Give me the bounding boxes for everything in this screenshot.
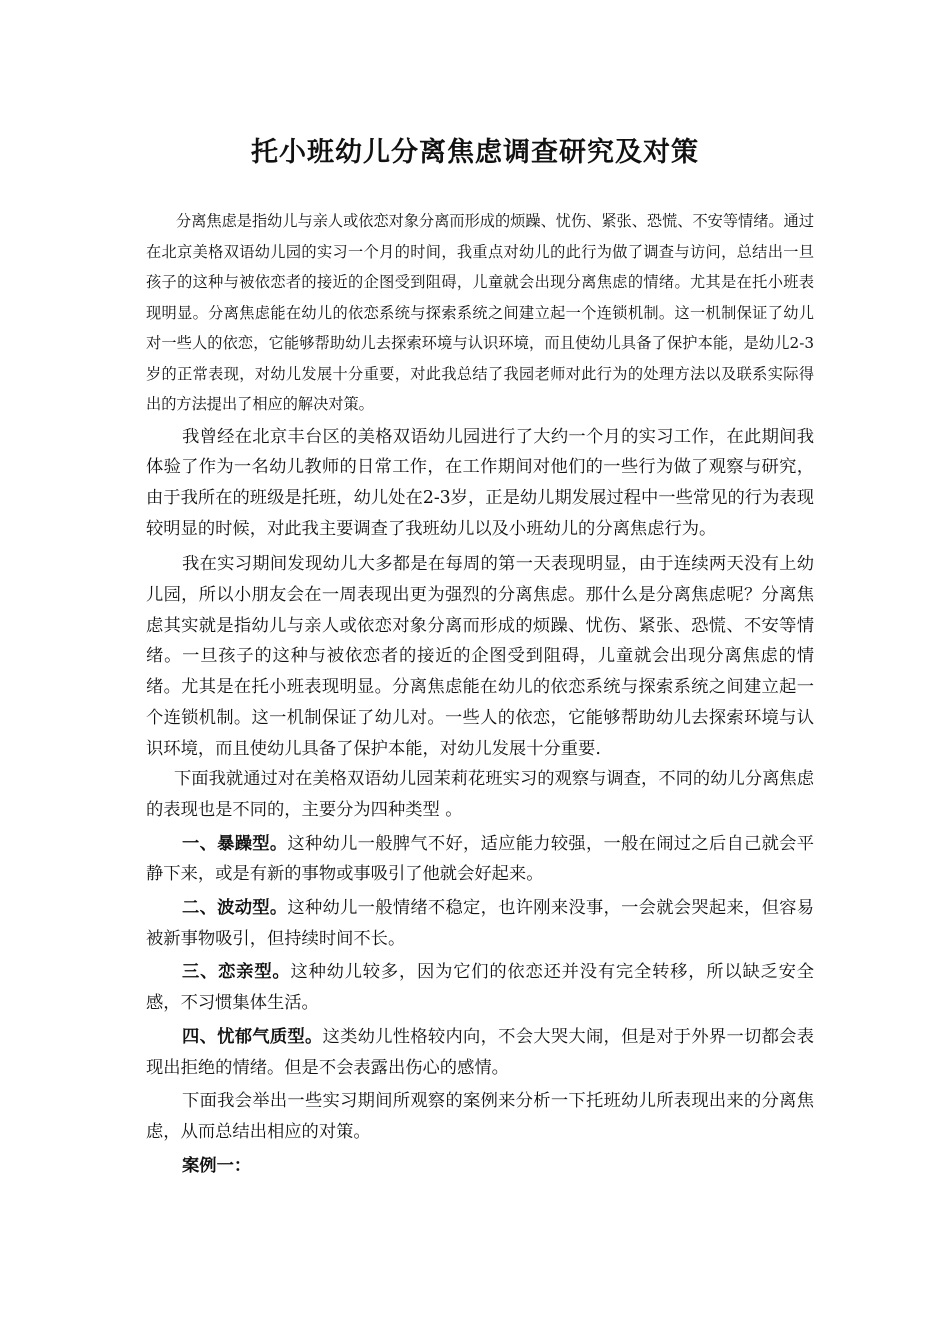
- type-item: [146, 1022, 814, 1083]
- type-item: [146, 829, 814, 890]
- case-heading-paragraph: [146, 1151, 814, 1182]
- type-text: 这种幼儿较多，因为它们的依恋还并没有完全转移，所以缺乏安全感，不习惯集体生活。: [146, 962, 814, 1014]
- type-text: 这种幼儿一般情绪不稳定，也许刚来没事，一会就会哭起来，但容易被新事物吸引，但持续时间不长。: [146, 898, 814, 949]
- type-lead: 四、忧郁气质型。: [182, 1026, 323, 1047]
- type-item: [146, 893, 814, 954]
- document-title: 托小班幼儿分离焦虑调查研究及对策: [251, 137, 699, 168]
- paragraph-types-intro: 下面我就通过对在美格双语幼儿园茉莉花班实习的观察与调查，不同的幼儿分离焦虑的表现也是不同的，主要分为四种类型 。: [146, 769, 814, 820]
- document-body: [146, 206, 814, 1181]
- type-item: [146, 957, 814, 1018]
- abstract-paragraph: 分离焦虑是指幼儿与亲人或依恋对象分离而形成的烦躁、忧伤、紧张、恐慌、不安等情绪。通过在北京美格双语幼儿园的实习一个月的时间，我重点对幼儿的此行为做了调查与访问，总结出一旦孩子的这种与被依恋者的接近的企图受到阻碍，儿童就会出现分离焦虑的情绪。尤其是在托小班表现明显。分离焦虑能在幼儿的依恋系统与探索系统之间建立起一个连锁机制。这一机制保证了幼儿对一些人的依恋，它能够帮助幼儿去探索环境与认识环境，而且使幼儿具备了保护本能，是幼儿2-3岁的正常表现，对幼儿发展十分重要，对此我总结了我园老师对此行为的处理方法以及联系实际得出的方法提出了相应的解决对策。: [146, 212, 814, 413]
- paragraph-definition: 我在实习期间发现幼儿大多都是在每周的第一天表现明显，由于连续两天没有上幼儿园，所以小朋友会在一周表现出更为强烈的分离焦虑。那什么是分离焦虑呢？分离焦虑其实就是指幼儿与亲人或依恋对象分离而形成的烦躁、忧伤、紧张、恐慌、不安等情绪。一旦孩子的这种与被依恋者的接近的企图受到阻碍，儿童就会出现分离焦虑的情绪。尤其是在托小班表现明显。分离焦虑能在幼儿的依恋系统与探索系统之间建立起一个连锁机制。这一机制保证了幼儿对。一些人的依恋，它能够帮助幼儿去探索环境与认识环境，而且使幼儿具备了保护本能，对幼儿发展十分重要.: [146, 554, 814, 759]
- type-lead: 一、暴躁型。: [182, 833, 288, 854]
- paragraph-cases-intro: 下面我会举出一些实习期间所观察的案例来分析一下托班幼儿所表现出来的分离焦虑，从而总结出相应的对策。: [146, 1091, 814, 1142]
- type-lead: 三、恋亲型。: [182, 962, 291, 983]
- type-lead: 二、波动型。: [182, 898, 288, 919]
- type-text: 这种幼儿一般脾气不好，适应能力较强，一般在闹过之后自己就会平静下来，或是有新的事物或事吸引了他就会好起来。: [146, 833, 814, 885]
- paragraph-intro: 我曾经在北京丰台区的美格双语幼儿园进行了大约一个月的实习工作，在此期间我体验了作为一名幼儿教师的日常工作，在工作期间对他们的一些行为做了观察与研究，由于我所在的班级是托班，幼儿处在2-3岁，正是幼儿期发展过程中一些常见的行为表现较明显的时候，对此我主要调查了我班幼儿以及小班幼儿的分离焦虑行为。: [146, 426, 814, 539]
- type-text: 这类幼儿性格较内向，不会大哭大闹，但是对于外界一切都会表现出拒绝的情绪。但是不会表露出伤心的感情。: [146, 1026, 814, 1078]
- case-heading: 案例一：: [182, 1155, 252, 1176]
